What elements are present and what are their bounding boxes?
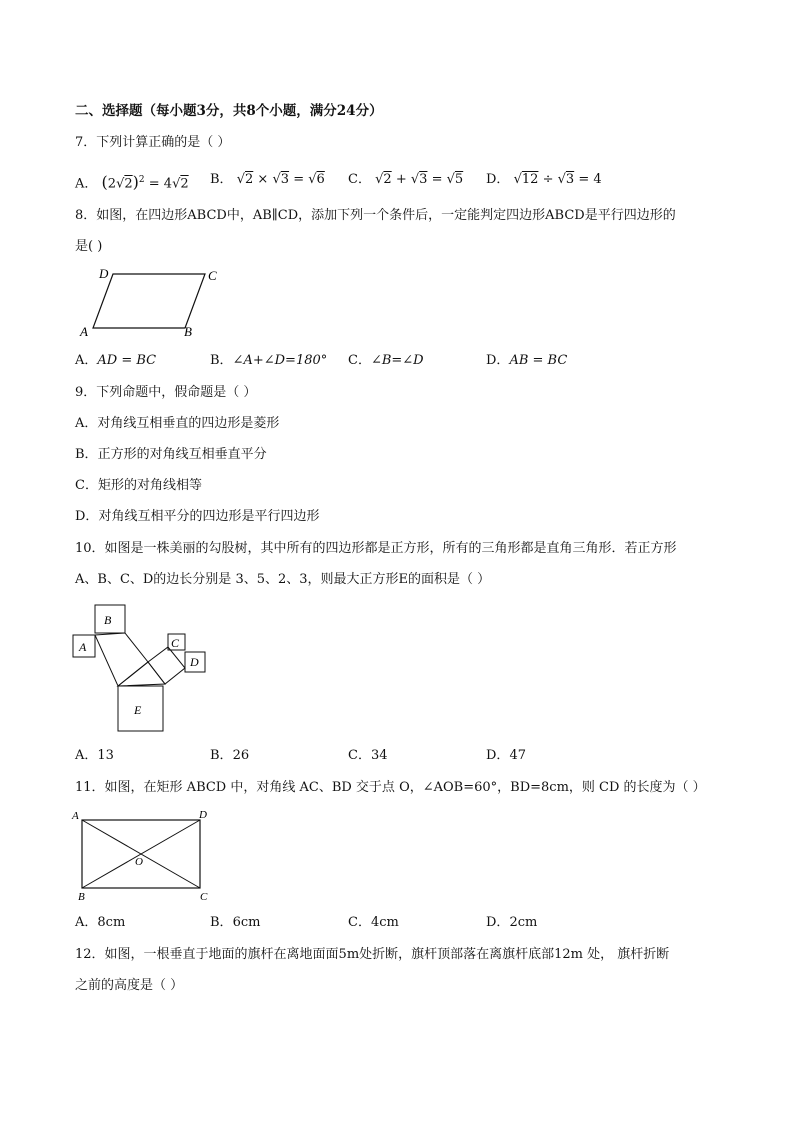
q9-option-d-text: 对角线互相平分的四边形是平行四边形: [98, 509, 320, 524]
q7-option-d[interactable]: [486, 171, 602, 189]
q10-label-b: B: [104, 613, 112, 627]
q9-option-c[interactable]: [75, 477, 202, 495]
q8-option-a-label: A．: [75, 353, 98, 368]
q12-stem-line1: 12．如图，一根垂直于地面的旗杆在离地面面5m处折断，旗杆顶部落在离旗杆底部12m 处， 旗杆折断: [75, 947, 670, 962]
q7-option-b[interactable]: [210, 171, 325, 189]
q11-option-a[interactable]: [75, 914, 125, 932]
q7-option-c[interactable]: [348, 171, 463, 189]
q10-option-d[interactable]: [486, 747, 526, 765]
left-middle-square: [95, 633, 148, 686]
q7-option-a-label: A．: [75, 176, 98, 192]
q9-option-a-text: 对角线互相垂直的四边形是菱形: [97, 416, 280, 431]
q7-option-c-label: C．: [348, 172, 371, 187]
q11-option-b[interactable]: [210, 914, 260, 932]
q10-label-c: C: [171, 636, 180, 650]
q7-stem: 7．下列计算正确的是（ ）: [75, 135, 231, 150]
q8-option-d-text: AB = BC: [509, 353, 568, 368]
q10-option-b-text: 26: [232, 748, 250, 763]
q8-label-a: A: [80, 324, 88, 339]
q9-option-b[interactable]: [75, 446, 267, 464]
q9-option-a-label: A．: [75, 416, 98, 431]
q7-option-d-formula: √12 ÷ √3 = 4: [513, 172, 602, 187]
q10-stem-line2: A、B、C、D的边长分别是 3、5、2、3，则最大正方形E的面积是（ ）: [75, 572, 491, 587]
q7-option-b-label: B．: [210, 172, 233, 187]
q12-stem-line2: 之前的高度是（ ）: [75, 978, 184, 993]
q9-option-b-label: B．: [75, 447, 98, 462]
q8-label-c: C: [208, 268, 217, 283]
q7-option-a-formula: $(2√2)^2 = 4√2$: [101, 172, 189, 192]
q8-stem-line2: 是( ): [75, 239, 103, 254]
q8-option-d-label: D．: [486, 353, 510, 368]
q9-option-a[interactable]: [75, 415, 279, 433]
q11-option-b-text: 6cm: [232, 915, 261, 930]
q11-option-d-label: D．: [486, 915, 510, 930]
q11-option-d-text: 2cm: [509, 915, 538, 930]
q11-label-c: C: [200, 891, 208, 902]
q8-parallelogram-figure: [75, 262, 235, 342]
q10-label-a: A: [79, 640, 87, 654]
q8-option-c-text: ∠B=∠D: [370, 353, 424, 368]
q8-option-d[interactable]: [486, 352, 567, 370]
q7-option-c-formula: √2 + √3 = √5: [375, 172, 464, 187]
q8-option-c-label: C．: [348, 353, 371, 368]
q11-label-a: A: [72, 810, 79, 822]
q8-option-b[interactable]: [210, 352, 327, 370]
q8-stem-line1: 8．如图，在四边形ABCD中，AB∥CD，添加下列一个条件后，一定能判定四边形ABCD是平行四边形的: [75, 208, 676, 223]
q10-label-e: E: [134, 703, 142, 717]
q7-option-a[interactable]: [75, 171, 189, 193]
q8-option-b-label: B．: [210, 353, 233, 368]
central-triangle: [118, 662, 165, 686]
q10-option-a-label: A．: [75, 748, 98, 763]
q10-option-c[interactable]: [348, 747, 388, 765]
q10-option-d-label: D．: [486, 748, 510, 763]
q10-option-c-label: C．: [348, 748, 371, 763]
q11-label-b: B: [78, 891, 85, 902]
q9-option-d[interactable]: [75, 508, 319, 526]
q10-option-a[interactable]: [75, 747, 114, 765]
q10-pythagoras-tree-figure: [70, 600, 215, 735]
q11-rectangle-figure: [68, 806, 218, 902]
q8-option-c[interactable]: [348, 352, 424, 370]
q11-option-a-text: 8cm: [97, 915, 126, 930]
q10-option-b[interactable]: [210, 747, 249, 765]
q9-option-d-label: D．: [75, 509, 99, 524]
q11-option-c[interactable]: [348, 914, 399, 932]
q8-option-b-text: ∠A+∠D=180°: [232, 353, 328, 368]
q10-option-a-text: 13: [97, 748, 114, 763]
q8-label-d: D: [99, 266, 109, 281]
q11-option-c-label: C．: [348, 915, 371, 930]
q10-option-b-label: B．: [210, 748, 233, 763]
parallelogram-shape: [93, 274, 205, 328]
q11-option-b-label: B．: [210, 915, 233, 930]
q11-option-a-label: A．: [75, 915, 98, 930]
q11-option-c-text: 4cm: [370, 915, 399, 930]
right-middle-square: [148, 647, 185, 684]
q9-option-b-text: 正方形的对角线互相垂直平分: [97, 447, 267, 462]
section-title: 二、选择题（每小题3分，共8个小题，满分24分）: [75, 103, 383, 119]
q11-label-d: D: [199, 809, 207, 821]
q11-stem: 11．如图，在矩形 ABCD 中，对角线 AC、BD 交于点 O，∠AOB=60°，BD=8cm，则 CD 的长度为（ ）: [75, 780, 706, 795]
q7-option-b-formula: √2 × √3 = √6: [236, 172, 325, 187]
q11-label-o: O: [135, 856, 143, 868]
q8-option-a[interactable]: [75, 352, 156, 370]
q8-label-b: B: [184, 324, 192, 339]
q11-option-d[interactable]: [486, 914, 537, 932]
q8-option-a-text: AD = BC: [97, 353, 157, 368]
q7-option-d-label: D．: [486, 172, 510, 187]
q10-option-c-text: 34: [370, 748, 388, 763]
q10-label-d: D: [190, 655, 199, 669]
q9-option-c-text: 矩形的对角线相等: [97, 478, 202, 493]
q9-stem: 9．下列命题中，假命题是（ ）: [75, 385, 257, 400]
q10-option-d-text: 47: [509, 748, 526, 763]
q10-stem-line1: 10．如图是一株美丽的勾股树，其中所有的四边形都是正方形，所有的三角形都是直角三角形．若正方形: [75, 541, 677, 556]
q9-option-c-label: C．: [75, 478, 98, 493]
